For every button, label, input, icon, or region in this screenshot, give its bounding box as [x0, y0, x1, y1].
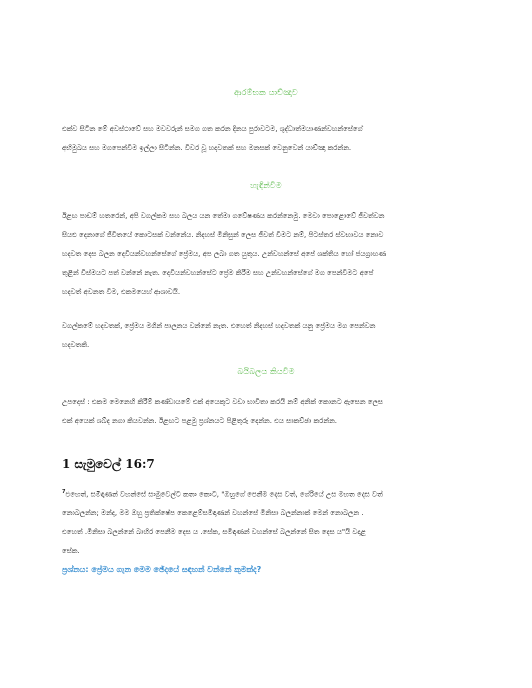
verse-text — [62, 483, 470, 561]
introduction-paragraph-1 — [62, 207, 470, 302]
text-line: එක් අයෙක් ශබ්ද නගා කියවන්න. ඊළඟට පළමු ප්‍රශ්නයට පිළිතුරු දෙන්න. එය සාකච්ඡා කරන්න. — [62, 417, 338, 425]
verse-number: 7 — [62, 489, 66, 495]
introduction-paragraph-2 — [62, 317, 470, 355]
text-line — [62, 483, 470, 504]
verse-line-text: එහෙත්, සමිඳාණන් වහන්සේ සාමුවෙල්ට කතා කොට, "ඔහුගේ පෙනීම දෙස වත්, ගේරියේ උස මහත දෙස වත් — [65, 490, 383, 499]
text-line: නොබලන්න; මන්ද, මම ඔහු ප්‍රතික්ෂේප කෙළෙම්සමිඳාණන් වහන්සේ මිනිසා බලන්නාක් මෙන් නොබලන . — [62, 509, 364, 518]
text-line: ඊළඟ පාඩම් හතරෙන්, අපි වගල්කම සහ බලය යන තේමා ගවේෂණය කරන්නෙමු. මෙවා පොළොවේ ජීවත්වන — [62, 212, 385, 220]
text-line: එක්ව සිටින මේ අවස්ථාවේ සහ මවවරුන් සමග ගත කරන දිනය පුරාවටම, ශුද්ධාත්මයාණන්වහන්සේගේ — [62, 125, 363, 133]
text-line: හදවතකි. — [62, 341, 90, 349]
text-line: සේක. — [62, 547, 80, 556]
text-line: හදවත් අවනත වීම, එකමයෙහ් ආශාවයි. — [62, 288, 181, 296]
introduction-heading: හැඳින්වීම — [250, 181, 282, 190]
text-line: අභිමුඛය සහ මගපෙන්වීම ඉල්ලා සිටින්න. විවර වූ හදවතක් සහ මනසක් වෙනුවෙන් යාච්ඤා කරන්න. — [62, 144, 352, 152]
text-line: එහෙත් .මිනිසා බලන්නේ බාහිර පෙනීම දෙස ය .සේක, සමිඳාණන් වහන්සේ බලන්නේ සිත දෙස ය"යි වදාළ — [62, 528, 366, 537]
verse-reference: 1 සැමුවෙල් 16:7 — [62, 457, 155, 471]
text-line: හදවත දෙස බලන දෙවියන්වහන්සේගේ ප්‍රේමය, අප ලබා ගත යුතුය. උන්වහන්සේ අපේ ශක්තිය හෝ ජයග්‍රාහණ — [62, 250, 387, 258]
text-line: සියළු දෙනාගේ ජීවිතයේ කොටසක් වන්නේය. නිදහස් මිනිසුන් ලෙස ජීවත් වීමට නම්, පිටස්තර ස්වභාවය නොව — [62, 231, 384, 239]
text-line: තුළින් විස්මයට පත් වන්නේ නැත. දෙවියන්වහන්සේට ප්‍රේම කිරීම සහ උන්වහන්සේගේ මග පෙන්වීමට අපේ — [62, 269, 374, 277]
bible-reading-instructions — [62, 393, 470, 431]
text-line: උපදෙස් : එකම මෙනෙහි කිරීම් කණ්ඩායමේ එක් අයෙකුට වඩා භාවිතා කරයි නම් අනික් කොනට ඇසෙන ලෙස — [62, 398, 383, 406]
bible-reading-heading: බයිබලය කියවීම — [237, 367, 295, 376]
opening-prayer-paragraph — [62, 120, 470, 158]
text-line: වගල්කමේ හදවතක්, ප්‍රේමය මගින් පාලනය වන්නේ නැත. එහෙත් නිදහස් හදවතක් යනු ප්‍රේමය මග පෙන්වන — [62, 322, 376, 330]
discussion-question: ප්‍රශ්නය: ප්‍රේමය ගැන මෙම ඡේදයේ සඳහන් වන්නේ කුමක්ද? — [62, 565, 262, 574]
opening-prayer-heading: ආරම්භක යාච්ඤාව — [234, 88, 298, 97]
